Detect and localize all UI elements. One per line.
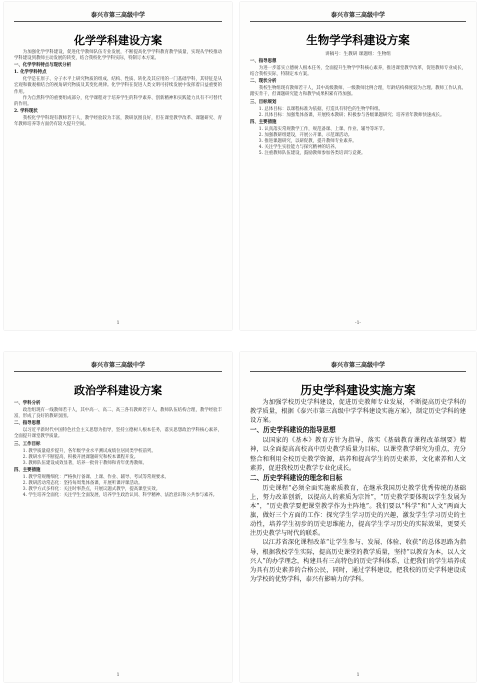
list-item: 3. 推进课题研究，以研促教，提升教师专业素养。	[258, 139, 357, 145]
section-heading: 二、指导思想	[14, 421, 41, 427]
list-item: 1. 认真落实常规教学工作，规范备课、上课、作业、辅导等环节。	[258, 126, 388, 132]
list-item: 1. 教学常规精细化：严格执行备课、上课、作业、辅导、考试等常规要求。	[22, 475, 169, 481]
page-number: 1	[356, 673, 360, 678]
header-divider	[250, 21, 466, 22]
paragraph: 化学是在原子、分子水平上研究物质的组成、结构、性质、转化及其应用的一门基础学科，其特征是从宏观和微观相结合的视角研究物质及其变化规律。化学学科在促进人类文明可持续发展中发挥着日益重要的作用。	[14, 77, 222, 95]
paragraph: 为加强学校历史学科建设，促进历史教师专业发展，不断提高历史学科的教学质量，根据《泰兴市第三高级中学学科建设实施方案》，制定历史学科的建设方案。	[250, 399, 466, 425]
paragraph: 为进一步落实立德树人根本任务，全面提升生物学学科核心素养，推进课堂教学改革，促进教师专业成长，结合我校实际，特制定本方案。	[250, 66, 466, 78]
document-page-chemistry	[4, 2, 232, 330]
page-subtitle: 讲稿号：生教研 课题组：生物组	[325, 52, 391, 57]
list-item: 3. 教师队伍建设成效显著，培养一批骨干教师和青年优秀教师。	[22, 460, 147, 466]
page-title: 政治学科建设方案	[74, 384, 162, 397]
section-heading: 三、工作目标	[14, 441, 41, 447]
list-item: 2. 教研水平不断提高，积极开展课题研究和校本课程开发。	[22, 454, 139, 460]
section-heading: 二、现状分析	[250, 79, 277, 85]
list-item: 4. 关注学生实验能力与探究精神的培养。	[258, 145, 340, 151]
page-body	[250, 58, 466, 157]
section-heading: 四、主要措施	[14, 467, 41, 473]
list-item: 4. 学生培养全面化：关注学生全面发展，培养学生政治认同、科学精神、法治意识和公共参与素养。	[22, 493, 218, 499]
document-page-biology	[240, 2, 476, 330]
page-body	[250, 398, 466, 584]
paragraph: 以江苏省深化课程改革“让学生参与、发展、体验、收获”的总体思路为指导，根据我校学生实际，提高历史课堂的教学质量，坚持“以教育为本，以人文兴人”的办学理念，构建具有三高特色的历史学科体系，让把我们的学生培养成为具有历史素养的合格公民，同时，通过学科建设，把我校的历史学科建设成为学校的优势学科，泰兴有影响力的学科。	[250, 539, 466, 583]
header-divider	[14, 371, 222, 372]
section-heading: 一、化学学科特点与现状分析	[14, 63, 72, 69]
section-heading: 一、历史学科建设的指导思想	[250, 426, 336, 435]
list-item: 1. 教学质量稳步提升，各年级学业水平测试成绩位居同类学校前列。	[22, 448, 156, 454]
paragraph: 以习近平新时代中国特色社会主义思想为指导，坚持立德树人根本任务，落实思想政治学科核心素养，全面提升课堂教学质量。	[14, 428, 222, 440]
document-page-history	[240, 352, 476, 682]
paragraph: 1. 总体目标：以课程标准为依据，打造具有特色的生物学科组。	[258, 106, 383, 112]
section-heading: 三、目标规划	[250, 99, 277, 105]
page-title: 化学学科建设方案	[74, 34, 162, 47]
page-number: 1	[116, 321, 120, 326]
header-divider	[14, 21, 222, 22]
header-divider	[250, 371, 466, 372]
page-body	[14, 50, 222, 128]
list-item: 2. 加强教研组建设，开展公开课、示范课活动。	[258, 133, 353, 139]
section-heading: 一、学科分析	[14, 401, 41, 406]
page-gap	[0, 332, 480, 350]
sub-heading: 2. 学科现状	[14, 108, 38, 114]
paragraph: 作为自然科学的重要组成部分，化学课程对于培养学生的科学素养、创新精神和实践能力具有不可替代的作用。	[14, 95, 222, 107]
page-body	[14, 400, 222, 499]
section-heading: 四、主要措施	[250, 119, 277, 125]
section-heading: 二、历史学科建设的理念和目标	[250, 473, 343, 482]
section-heading: 一、指导思想	[250, 59, 277, 64]
page-title: 生物学学科建设方案	[306, 33, 410, 47]
school-header: 泰兴市第三高级中学	[90, 362, 145, 369]
page-title: 历史学科建设实施方案	[300, 383, 416, 397]
paragraph: 我校化学学科现有教师若干人，教学经验较为丰富，教研氛围良好，但在课堂教学改革、课题研究、青年教师培养等方面仍有较大提升空间。	[14, 115, 222, 128]
list-item: 2. 教研活动常态化：坚持每周集体备课，开展听课评课活动。	[22, 481, 143, 487]
paragraph: 历史课程“必须全面实施素质教育，在继承我国历史教学优秀传统的基础上，努力改革创新，以提高人的素质为宗旨”，“历史教学要体现以学生发展为本”，“历史教学要把课堂教学作为主阵地”。我们要以“科学”和“人文”两面大旗，做好三个方面的工作：探究学生学习历史的兴趣，激发学生学习历史的主动性，培养学生初步的历史思维能力，提高学生学习历史的实际效果，更要关注历史教学与时代的联系。	[250, 484, 466, 538]
page-number: 1	[116, 673, 120, 678]
paragraph: 以国家的《基本》教育方针为指导，落实《基础教育课程改革纲要》精神，以全面提高高校高中历史教学质量为目标，以课堂教学研究为重点，充分整合和利用全校历史教学资源，培养和提高学生的历史素养，文化素养和人文素养，促进我校历史教学专业化成长。	[250, 437, 466, 472]
school-header: 泰兴市第三高级中学	[90, 12, 145, 19]
school-header: 泰兴市第三高级中学	[330, 12, 385, 19]
sub-heading: 1. 化学学科特点	[14, 70, 47, 76]
paragraph: 为加强化学学科建设，促进化学教师队伍专业发展，不断提高化学学科教育教学质量，实现从学校推动学科建设到教师主动发展的转变，结合我校化学学科实际，特制订本方案。	[14, 50, 222, 62]
list-item: 5. 注重教师队伍建设，鼓励教师参加各类培训与竞赛。	[258, 151, 366, 157]
paragraph: 2. 具体目标：加强集体备课，开展校本教研；积极参与各级课题研究；培养青年教师快速成长。	[258, 112, 445, 118]
document-page-politics	[4, 352, 232, 682]
list-item: 3. 教学方式多样化：关注时事热点，开展议题式教学，提高课堂实效。	[22, 487, 161, 493]
school-header: 泰兴市第三高级中学	[330, 362, 385, 369]
page-number: -1-	[355, 321, 361, 326]
paragraph: 政治组现有一线教师若干人，其中高一、高二、高三各有教师若干人。教师队伍结构合理，教学经验丰富，形成了良好的教研氛围。	[14, 408, 222, 420]
paragraph: 我校生物组现有教师若干人，其中高级教师、一级教师比例合理，年龄结构梯度较为合理。教师工作认真、踏实肯干，但课题研究能力和教学成果积累有待加强。	[250, 86, 466, 98]
